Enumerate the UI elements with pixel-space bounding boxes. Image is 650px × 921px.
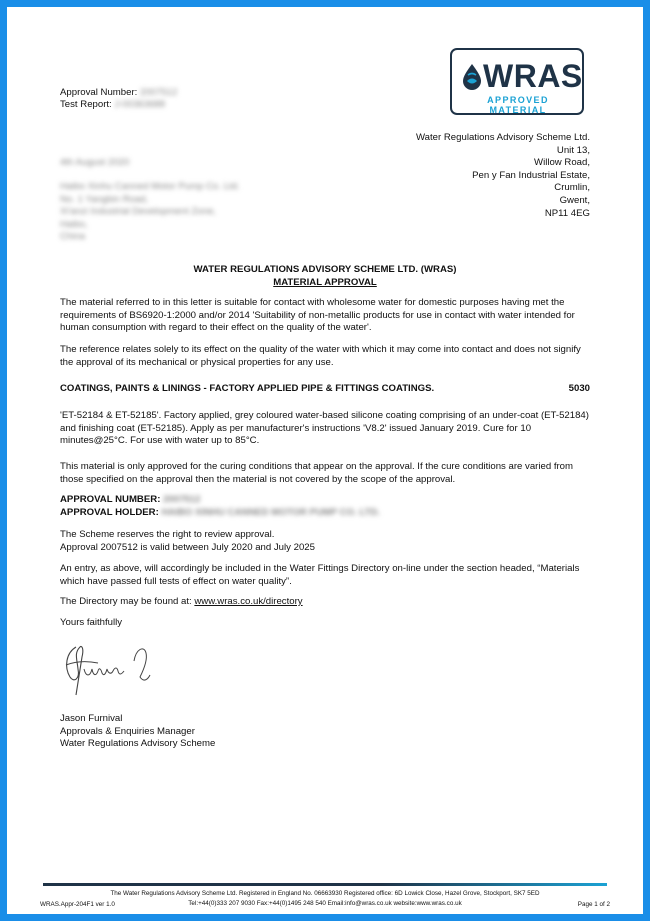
recipient-address — [60, 181, 240, 244]
directory-link-prefix: The Directory may be found at: — [60, 596, 195, 607]
address-line: Crumlin, — [554, 182, 590, 194]
sender-address — [416, 132, 590, 220]
closing-line: Yours faithfully — [60, 617, 123, 628]
address-line: Gwent, — [559, 194, 590, 206]
approval-holder-label: APPROVAL HOLDER: — [60, 507, 159, 518]
signatory-role: Approvals & Enquiries Manager — [60, 725, 195, 737]
letter-subtitle — [7, 277, 643, 290]
paragraph-directory-entry: An entry, as above, will accordingly be included in the Water Fittings Directory on-line under the section headed, “Materials which have passed full tests of effect on water quality”. — [60, 563, 580, 587]
paragraph-directory-link — [60, 596, 590, 609]
footer-form-version: WRAS.Appr-204F1 ver 1.0 — [40, 901, 115, 908]
paragraph-reference: The reference relates solely to its effect on the quality of the water with which it may come into contact and does not signify the approval of its mechanical or physical properties for any use. — [60, 344, 581, 368]
test-report-label: Test Report: — [60, 99, 112, 110]
approval-number-label: Approval Number: — [60, 87, 138, 98]
test-report-value: J-00363688 — [114, 99, 166, 110]
address-line: Pen y Fan Industrial Estate, — [472, 169, 590, 181]
test-report-line — [60, 99, 165, 112]
footer-divider — [43, 883, 607, 886]
paragraph-review: The Scheme reserves the right to review approval. — [60, 529, 275, 540]
recipient-line: Haibo, — [60, 218, 88, 230]
paragraph-suitability: The material referred to in this letter is suitable for contact with wholesome water for domestic purposes having met the requirements of BS6920-1:2000 and/or 2014 'Suitability of non-metallic products for use in contact with water intended for human consumption with regard to their effect on the quality of the water'. — [60, 297, 575, 334]
water-drop-icon — [461, 63, 483, 91]
letter-title: WATER REGULATIONS ADVISORY SCHEME LTD. (WRAS) — [193, 264, 457, 275]
address-line: Unit 13, — [556, 144, 590, 156]
handwritten-signature — [62, 639, 152, 699]
approval-number-bold-value: 2007512 — [163, 494, 201, 505]
footer-registration: The Water Regulations Advisory Scheme Ltd. Registered in England No. 06663930 Registered office: 6D Lowick Close, Hazel Grove, Stockport, SK7 5ED — [110, 890, 540, 897]
approval-number-bold-label: APPROVAL NUMBER: — [60, 494, 161, 505]
letter-page — [7, 7, 643, 914]
material-approval-heading: MATERIAL APPROVAL — [273, 277, 377, 288]
approval-number-value: 2007512 — [140, 87, 178, 98]
directory-link[interactable]: www.wras.co.uk/directory — [194, 596, 303, 607]
letter-date: 4th August 2020 — [60, 157, 130, 168]
approval-holder-block — [60, 507, 590, 520]
recipient-line: Xi'anzi Industrial Development Zone, — [60, 206, 216, 218]
recipient-line: Haibo Xinhu Canned Motor Pump Co. Ltd. — [60, 181, 240, 192]
category-code: 5030 — [568, 383, 590, 394]
address-line: Water Regulations Advisory Scheme Ltd. — [415, 132, 590, 143]
footer-contact: Tel:+44(0)333 207 9030 Fax:+44(0)1495 248 540 Email:info@wras.co.uk website:www.wras.co.uk — [188, 900, 462, 907]
paragraph-validity: Approval 2007512 is valid between July 2020 and July 2025 — [60, 542, 315, 553]
footer-page-number: Page 1 of 2 — [577, 901, 610, 908]
logo-subtitle: APPROVED MATERIAL — [487, 95, 549, 115]
recipient-line: No. 1 Yangbin Road, — [60, 193, 149, 205]
address-line: NP11 4EG — [544, 207, 590, 219]
signatory-block — [60, 713, 590, 751]
approval-holder-value: HAIBO XINHU CANNED MOTOR PUMP CO. LTD. — [161, 507, 380, 518]
category-heading — [60, 383, 590, 394]
logo-word: WRAS — [483, 58, 583, 94]
paragraph-cure-conditions: This material is only approved for the curing conditions that appear on the approval. If the cure conditions are varied from those specified on the approval then the material is not covered by the scope of the approval. — [60, 461, 574, 485]
wras-logo — [450, 48, 584, 115]
signatory-organisation: Water Regulations Advisory Scheme — [60, 738, 216, 750]
approval-number-block — [60, 494, 590, 507]
address-line: Willow Road, — [534, 157, 590, 169]
approval-number-line — [60, 87, 177, 100]
recipient-line: China — [60, 231, 86, 243]
category-title: COATINGS, PAINTS & LININGS - FACTORY APPLIED PIPE & FITTINGS COATINGS. — [60, 383, 435, 394]
signatory-name: Jason Furnival — [60, 713, 123, 724]
paragraph-product-description: 'ET-52184 & ET-52185'. Factory applied, grey coloured water-based silicone coating comprising of an under-coat (ET-52184) and finishing coat (ET-52185). Apply as per manufacturer's instructions 'V8.2' issued January 2019. Cure for 10 minutes@25°C. For use with water up to 85°C. — [60, 410, 589, 447]
